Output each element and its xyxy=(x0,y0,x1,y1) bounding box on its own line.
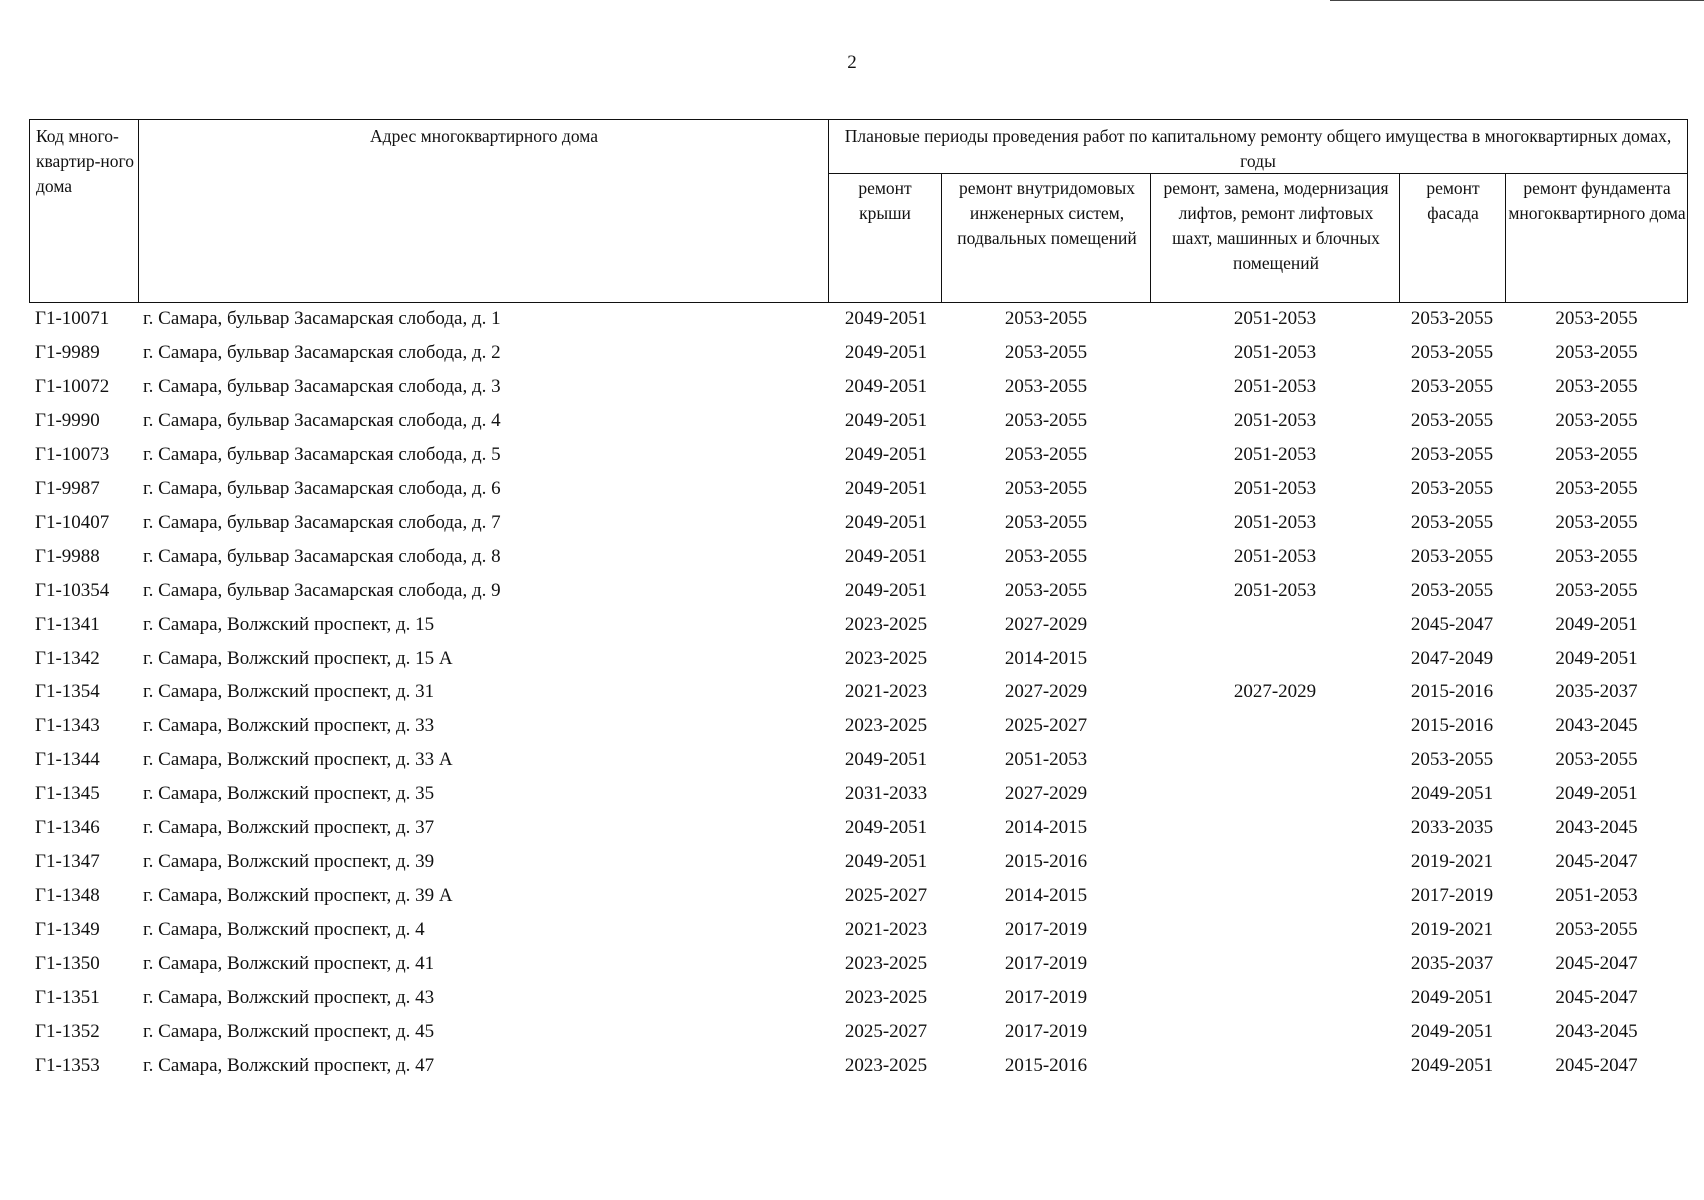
table-row xyxy=(0,642,1704,676)
row-roof-period: 2049-2051 xyxy=(844,308,928,329)
row-address: г. Самара, бульвар Засамарская слобода, д. 7 xyxy=(143,511,501,533)
row-address: г. Самара, бульвар Засамарская слобода, д. 3 xyxy=(143,375,501,397)
row-systems-period: 2053-2055 xyxy=(1004,545,1088,567)
table-row xyxy=(0,1049,1704,1083)
row-code: Г1-1352 xyxy=(35,1020,100,1042)
row-facade-period: 2053-2055 xyxy=(1410,545,1494,567)
row-code: Г1-10354 xyxy=(35,579,110,601)
row-code: Г1-1341 xyxy=(35,613,100,635)
row-systems-period: 2053-2055 xyxy=(1004,477,1088,499)
table-row xyxy=(0,845,1704,879)
row-facade-period: 2049-2051 xyxy=(1410,783,1494,805)
row-lifts-period: 2051-2053 xyxy=(1233,511,1317,533)
table-row xyxy=(0,981,1704,1015)
row-systems-period: 2053-2055 xyxy=(1004,375,1088,397)
row-foundation-period: 2053-2055 xyxy=(1555,545,1638,567)
header-divider xyxy=(1150,173,1151,302)
row-address: г. Самара, Волжский проспект, д. 15 xyxy=(143,613,435,635)
row-facade-period: 2053-2055 xyxy=(1410,511,1494,533)
row-systems-period: 2053-2055 xyxy=(1004,511,1088,533)
row-address: г. Самара, Волжский проспект, д. 33 xyxy=(143,715,435,737)
row-foundation-period: 2043-2045 xyxy=(1555,817,1638,839)
row-foundation-period: 2053-2055 xyxy=(1555,511,1638,533)
row-lifts-period: 2051-2053 xyxy=(1233,341,1317,363)
row-lifts-period: 2051-2053 xyxy=(1233,409,1317,431)
row-code: Г1-1349 xyxy=(35,919,100,941)
row-code: Г1-1348 xyxy=(35,885,100,907)
row-code: Г1-1354 xyxy=(35,681,100,703)
row-facade-period: 2047-2049 xyxy=(1410,647,1494,669)
row-code: Г1-1351 xyxy=(35,987,100,1008)
row-roof-period: 2049-2051 xyxy=(844,579,928,601)
row-facade-period: 2015-2016 xyxy=(1410,681,1494,703)
row-address: г. Самара, бульвар Засамарская слобода, д. 2 xyxy=(143,341,501,363)
header-roof: ремонт крыши xyxy=(858,178,912,223)
table-row xyxy=(0,302,1704,336)
row-roof-period: 2049-2051 xyxy=(844,477,928,499)
table-row xyxy=(0,811,1704,845)
row-roof-period: 2023-2025 xyxy=(844,715,928,737)
row-foundation-period: 2053-2055 xyxy=(1555,579,1638,601)
row-roof-period: 2049-2051 xyxy=(844,375,928,397)
row-address: г. Самара, бульвар Засамарская слобода, д. 8 xyxy=(143,545,501,567)
row-address: г. Самара, Волжский проспект, д. 41 xyxy=(143,953,435,975)
row-roof-period: 2023-2025 xyxy=(844,987,928,1008)
row-lifts-period: 2051-2053 xyxy=(1233,545,1317,567)
table-row xyxy=(0,574,1704,608)
row-roof-period: 2023-2025 xyxy=(844,953,928,975)
row-code: Г1-10407 xyxy=(35,511,110,533)
row-systems-period: 2014-2015 xyxy=(1004,885,1088,907)
row-foundation-period: 2045-2047 xyxy=(1555,851,1638,873)
row-facade-period: 2045-2047 xyxy=(1410,613,1494,635)
row-roof-period: 2049-2051 xyxy=(844,817,928,839)
row-code: Г1-1344 xyxy=(35,749,100,771)
row-facade-period: 2053-2055 xyxy=(1410,341,1494,363)
table-row xyxy=(0,879,1704,913)
row-code: Г1-1346 xyxy=(35,817,100,839)
table-row xyxy=(0,336,1704,370)
row-facade-period: 2053-2055 xyxy=(1410,749,1494,771)
table-row xyxy=(0,709,1704,743)
row-facade-period: 2049-2051 xyxy=(1410,1020,1494,1042)
header-systems: ремонт внутридомовых инженерных систем, подвальных помещений xyxy=(957,178,1137,248)
header-address: Адрес многоквартирного дома xyxy=(370,126,598,146)
row-facade-period: 2049-2051 xyxy=(1410,1054,1494,1076)
row-foundation-period: 2045-2047 xyxy=(1555,1054,1638,1076)
row-address: г. Самара, Волжский проспект, д. 37 xyxy=(143,817,435,839)
table-row xyxy=(0,947,1704,981)
row-foundation-period: 2043-2045 xyxy=(1555,715,1638,737)
row-foundation-period: 2043-2045 xyxy=(1555,1020,1638,1042)
row-address: г. Самара, Волжский проспект, д. 33 А xyxy=(143,749,453,771)
row-facade-period: 2049-2051 xyxy=(1410,987,1494,1008)
row-systems-period: 2017-2019 xyxy=(1004,1020,1088,1042)
row-roof-period: 2049-2051 xyxy=(844,409,928,431)
row-facade-period: 2019-2021 xyxy=(1410,851,1494,873)
row-roof-period: 2049-2051 xyxy=(844,511,928,533)
scan-top-rule xyxy=(1330,0,1704,1)
table-header xyxy=(29,119,1688,303)
row-address: г. Самара, Волжский проспект, д. 39 А xyxy=(143,885,453,907)
row-facade-period: 2053-2055 xyxy=(1410,375,1494,397)
row-code: Г1-9989 xyxy=(35,341,100,363)
header-divider xyxy=(138,120,139,302)
row-foundation-period: 2045-2047 xyxy=(1555,953,1638,975)
header-foundation: ремонт фундамента многоквартирного дома xyxy=(1508,178,1686,223)
row-roof-period: 2023-2025 xyxy=(844,647,928,669)
row-foundation-period: 2051-2053 xyxy=(1555,885,1638,907)
row-facade-period: 2053-2055 xyxy=(1410,579,1494,601)
row-code: Г1-10073 xyxy=(35,443,110,465)
table-row xyxy=(0,675,1704,709)
row-roof-period: 2025-2027 xyxy=(844,885,928,907)
row-address: г. Самара, бульвар Засамарская слобода, д. 9 xyxy=(143,579,501,601)
row-address: г. Самара, Волжский проспект, д. 4 xyxy=(143,919,425,941)
row-systems-period: 2053-2055 xyxy=(1004,341,1088,363)
row-lifts-period: 2051-2053 xyxy=(1233,375,1317,397)
row-roof-period: 2031-2033 xyxy=(844,783,928,805)
row-foundation-period: 2053-2055 xyxy=(1555,749,1638,771)
header-divider xyxy=(1399,173,1400,302)
row-roof-period: 2049-2051 xyxy=(844,443,928,465)
row-roof-period: 2021-2023 xyxy=(844,919,928,941)
row-address: г. Самара, бульвар Засамарская слобода, д. 5 xyxy=(143,443,501,465)
row-address: г. Самара, Волжский проспект, д. 15 А xyxy=(143,647,453,669)
row-code: Г1-9987 xyxy=(35,477,100,499)
header-periods-title: Плановые периоды проведения работ по капитальному ремонту общего имущества в многоквартирных домах, годы xyxy=(844,126,1672,171)
table-row xyxy=(0,438,1704,472)
row-systems-period: 2017-2019 xyxy=(1004,953,1088,975)
row-lifts-period: 2051-2053 xyxy=(1233,477,1317,499)
row-systems-period: 2051-2053 xyxy=(1004,749,1088,771)
row-foundation-period: 2053-2055 xyxy=(1555,375,1638,397)
row-systems-period: 2017-2019 xyxy=(1004,919,1088,941)
header-facade: ремонт фасада xyxy=(1426,178,1480,223)
row-facade-period: 2017-2019 xyxy=(1410,885,1494,907)
table-row xyxy=(0,404,1704,438)
row-address: г. Самара, Волжский проспект, д. 47 xyxy=(143,1054,435,1076)
row-code: Г1-9988 xyxy=(35,545,100,567)
row-address: г. Самара, бульвар Засамарская слобода, д. 6 xyxy=(143,477,501,499)
row-code: Г1-1342 xyxy=(35,647,100,669)
row-lifts-period: 2051-2053 xyxy=(1233,443,1317,465)
row-code: Г1-1353 xyxy=(35,1054,100,1076)
row-address: г. Самара, Волжский проспект, д. 45 xyxy=(143,1020,435,1042)
row-code: Г1-10071 xyxy=(35,308,110,329)
row-roof-period: 2021-2023 xyxy=(844,681,928,703)
row-code: Г1-10072 xyxy=(35,375,110,397)
row-address: г. Самара, бульвар Засамарская слобода, д. 4 xyxy=(143,409,501,431)
row-roof-period: 2049-2051 xyxy=(844,851,928,873)
table-row xyxy=(0,472,1704,506)
row-code: Г1-1345 xyxy=(35,783,100,805)
page-number: 2 xyxy=(847,52,857,73)
row-systems-period: 2017-2019 xyxy=(1004,987,1088,1008)
header-divider xyxy=(1505,173,1506,302)
row-address: г. Самара, Волжский проспект, д. 39 xyxy=(143,851,435,873)
row-facade-period: 2019-2021 xyxy=(1410,919,1494,941)
row-foundation-period: 2053-2055 xyxy=(1555,477,1638,499)
row-code: Г1-1343 xyxy=(35,715,100,737)
row-roof-period: 2023-2025 xyxy=(844,613,928,635)
row-code: Г1-1350 xyxy=(35,953,100,975)
row-systems-period: 2025-2027 xyxy=(1004,715,1088,737)
row-systems-period: 2053-2055 xyxy=(1004,308,1088,329)
row-systems-period: 2027-2029 xyxy=(1004,681,1088,703)
row-address: г. Самара, Волжский проспект, д. 31 xyxy=(143,681,435,703)
row-systems-period: 2015-2016 xyxy=(1004,851,1088,873)
row-code: Г1-1347 xyxy=(35,851,100,873)
row-foundation-period: 2045-2047 xyxy=(1555,987,1638,1008)
row-address: г. Самара, Волжский проспект, д. 43 xyxy=(143,987,435,1008)
header-divider xyxy=(828,120,829,302)
row-facade-period: 2035-2037 xyxy=(1410,953,1494,975)
table-row xyxy=(0,540,1704,574)
row-facade-period: 2053-2055 xyxy=(1410,477,1494,499)
row-systems-period: 2053-2055 xyxy=(1004,443,1088,465)
row-systems-period: 2053-2055 xyxy=(1004,579,1088,601)
table-row xyxy=(0,370,1704,404)
row-facade-period: 2015-2016 xyxy=(1410,715,1494,737)
row-systems-period: 2014-2015 xyxy=(1004,647,1088,669)
row-systems-period: 2027-2029 xyxy=(1004,783,1088,805)
row-foundation-period: 2053-2055 xyxy=(1555,341,1638,363)
row-systems-period: 2015-2016 xyxy=(1004,1054,1088,1076)
row-address: г. Самара, бульвар Засамарская слобода, д. 1 xyxy=(143,308,501,329)
row-foundation-period: 2053-2055 xyxy=(1555,409,1638,431)
table-row xyxy=(0,743,1704,777)
row-foundation-period: 2049-2051 xyxy=(1555,647,1638,669)
row-systems-period: 2014-2015 xyxy=(1004,817,1088,839)
row-foundation-period: 2049-2051 xyxy=(1555,613,1638,635)
row-foundation-period: 2035-2037 xyxy=(1555,681,1638,703)
row-lifts-period: 2051-2053 xyxy=(1233,308,1317,329)
row-systems-period: 2053-2055 xyxy=(1004,409,1088,431)
row-roof-period: 2049-2051 xyxy=(844,545,928,567)
table-row xyxy=(0,1015,1704,1049)
row-roof-period: 2023-2025 xyxy=(844,1054,928,1076)
row-systems-period: 2027-2029 xyxy=(1004,613,1088,635)
row-foundation-period: 2049-2051 xyxy=(1555,783,1638,805)
header-lifts: ремонт, замена, модернизация лифтов, ремонт лифтовых шахт, машинных и блочных помещений xyxy=(1163,178,1389,273)
table-row xyxy=(0,506,1704,540)
row-facade-period: 2053-2055 xyxy=(1410,409,1494,431)
row-foundation-period: 2053-2055 xyxy=(1555,919,1638,941)
row-roof-period: 2049-2051 xyxy=(844,749,928,771)
row-foundation-period: 2053-2055 xyxy=(1555,443,1638,465)
row-facade-period: 2053-2055 xyxy=(1410,443,1494,465)
row-roof-period: 2049-2051 xyxy=(844,341,928,363)
row-address: г. Самара, Волжский проспект, д. 35 xyxy=(143,783,435,805)
row-facade-period: 2033-2035 xyxy=(1410,817,1494,839)
row-foundation-period: 2053-2055 xyxy=(1555,308,1638,329)
table-row xyxy=(0,777,1704,811)
row-code: Г1-9990 xyxy=(35,409,100,431)
row-roof-period: 2025-2027 xyxy=(844,1020,928,1042)
header-divider xyxy=(941,173,942,302)
table-row xyxy=(0,608,1704,642)
header-code: Код много-квартир-ного дома xyxy=(36,126,135,196)
row-lifts-period: 2051-2053 xyxy=(1233,579,1317,601)
table-row xyxy=(0,913,1704,947)
row-lifts-period: 2027-2029 xyxy=(1233,681,1317,703)
row-facade-period: 2053-2055 xyxy=(1410,308,1494,329)
